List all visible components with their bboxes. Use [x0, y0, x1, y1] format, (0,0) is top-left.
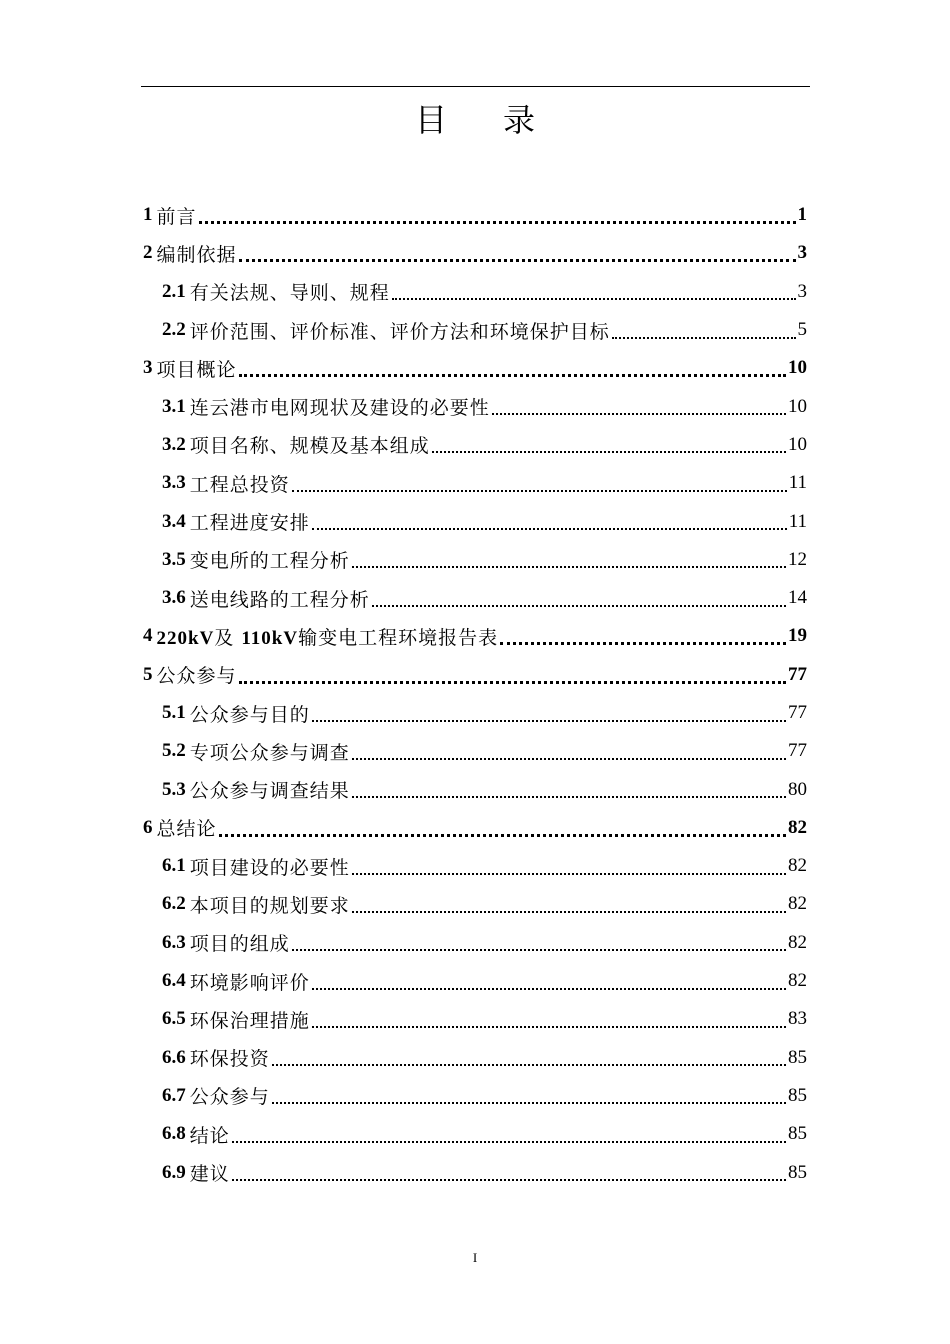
- toc-entry-label: 公众参与: [189, 1086, 270, 1109]
- toc-entry[interactable]: [143, 502, 807, 540]
- toc-entry-page: 10: [788, 433, 807, 455]
- toc-entry-label: 前言: [156, 205, 197, 228]
- toc-leader-dots: [272, 1045, 786, 1066]
- toc-entry[interactable]: [143, 770, 807, 808]
- toc-leader-dots: [392, 279, 796, 300]
- toc-entry-page: 82: [788, 893, 807, 915]
- toc-entry-number: 2.2: [162, 319, 186, 341]
- toc-leader-dots: [500, 623, 786, 645]
- toc-entry-number: 3.2: [162, 433, 186, 455]
- toc-entry-label: 本项目的规划要求: [189, 894, 350, 917]
- toc-entry[interactable]: [143, 273, 807, 311]
- toc-entry-label: [157, 623, 499, 650]
- page-number: I: [472, 1250, 478, 1265]
- toc-leader-dots: [612, 318, 796, 339]
- toc-entry-label: 项目的组成: [189, 933, 290, 956]
- toc-entry-label: 结论: [189, 1124, 230, 1147]
- toc-leader-dots: [272, 1083, 786, 1104]
- toc-leader-dots: [492, 394, 786, 415]
- toc-entry-label: 项目名称、规模及基本组成: [189, 435, 430, 458]
- toc-entry[interactable]: [143, 1153, 807, 1191]
- toc-entry-number: 5: [143, 663, 153, 685]
- toc-entry-page: 83: [788, 1008, 807, 1030]
- page-title: [0, 100, 950, 140]
- toc-entry-label-voltage-1: 220kV: [156, 627, 215, 649]
- toc-entry[interactable]: [143, 311, 807, 349]
- toc-entry[interactable]: [143, 656, 807, 694]
- toc-entry[interactable]: [143, 387, 807, 425]
- toc-leader-dots: [312, 509, 787, 530]
- toc-leader-dots: [232, 1160, 786, 1181]
- toc-entry-number: 6.5: [162, 1008, 186, 1030]
- toc-entry-number: 2: [143, 242, 153, 264]
- toc-entry-page: 85: [788, 1161, 807, 1183]
- toc-entry-page: 5: [797, 319, 807, 341]
- toc-leader-dots: [239, 662, 786, 684]
- toc-entry-label: 项目概论: [156, 358, 237, 381]
- toc-entry-number: 6: [143, 816, 153, 838]
- header-rule: [141, 86, 810, 87]
- toc-entry-page: 77: [788, 740, 807, 762]
- toc-leader-dots: [372, 586, 786, 607]
- toc-entry-page: 82: [788, 855, 807, 877]
- toc-entry-page: 82: [788, 970, 807, 992]
- toc-entry[interactable]: [143, 1039, 807, 1077]
- toc-entry-page: 3: [797, 280, 807, 302]
- toc-entry-number: 3.6: [162, 587, 186, 609]
- toc-entry-number: 3.3: [162, 472, 186, 494]
- toc-entry-number: 3.1: [162, 395, 186, 417]
- toc-entry[interactable]: [143, 1115, 807, 1153]
- toc-leader-dots: [292, 471, 787, 492]
- toc-entry-number: 6.8: [162, 1123, 186, 1145]
- toc-entry-page: 11: [788, 472, 807, 494]
- toc-entry[interactable]: [143, 426, 807, 464]
- toc-leader-dots: [352, 854, 786, 875]
- toc-entry-number: 2.1: [162, 280, 186, 302]
- toc-leader-dots: [352, 777, 786, 798]
- toc-entry-number: 6.1: [162, 855, 186, 877]
- toc-entry-page: 82: [788, 931, 807, 953]
- toc-entry-page: 10: [788, 395, 807, 417]
- toc-entry-label-voltage-2: 110kV: [241, 627, 299, 649]
- toc-leader-dots: [199, 202, 796, 224]
- toc-entry-page: 85: [788, 1046, 807, 1068]
- toc-entry-label-conj: 及: [214, 626, 235, 649]
- toc-leader-dots: [352, 739, 786, 760]
- toc-entry-number: 5.1: [162, 702, 186, 723]
- toc-entry-label: 环境影响评价: [189, 971, 310, 994]
- toc-entry[interactable]: [143, 617, 807, 655]
- toc-entry-label: 公众参与: [156, 665, 237, 688]
- toc-entry-page: 1: [797, 204, 807, 226]
- toc-entry-number: 3.5: [162, 548, 186, 570]
- toc-entry-page: 3: [797, 242, 807, 264]
- toc-entry-number: 4: [143, 625, 153, 647]
- toc-entry-label: 建议: [189, 1163, 230, 1186]
- toc-entry-number: 6.4: [162, 970, 186, 992]
- toc-entry-label: 有关法规、导则、规程: [189, 282, 390, 305]
- toc-entry-label: 编制依据: [156, 243, 237, 266]
- toc-entry-number: 1: [143, 204, 153, 226]
- toc-entry-label-rest: 输变电工程环境报告表: [298, 626, 499, 649]
- toc-entry-label: 变电所的工程分析: [189, 550, 350, 573]
- toc-entry-page: 85: [788, 1084, 807, 1106]
- toc-entry[interactable]: [143, 1000, 807, 1038]
- toc-entry[interactable]: [143, 579, 807, 617]
- toc-entry-label: 送电线路的工程分析: [189, 588, 370, 611]
- toc-leader-dots: [352, 892, 786, 913]
- toc-entry-page: 12: [788, 548, 807, 570]
- toc-entry-label: 公众参与目的: [189, 703, 310, 726]
- toc-entry-number: 3: [143, 357, 153, 379]
- table-of-contents: [143, 196, 807, 1192]
- toc-leader-dots: [219, 815, 786, 837]
- toc-entry-label: 工程总投资: [189, 473, 290, 496]
- toc-entry-number: 6.7: [162, 1084, 186, 1106]
- toc-entry-page: 19: [788, 625, 807, 647]
- toc-leader-dots: [312, 701, 786, 722]
- toc-entry-number: 5.2: [162, 740, 186, 762]
- title-char-2: 录: [503, 101, 536, 139]
- toc-entry-page: 82: [788, 816, 807, 838]
- toc-entry-label: 项目建设的必要性: [189, 856, 350, 879]
- toc-entry[interactable]: [143, 234, 807, 272]
- toc-entry-number: 6.9: [162, 1161, 186, 1183]
- toc-entry[interactable]: [143, 349, 807, 387]
- toc-entry-number: 5.3: [162, 778, 186, 800]
- toc-entry-label: 环保投资: [189, 1048, 270, 1071]
- toc-leader-dots: [239, 355, 786, 377]
- toc-entry[interactable]: [143, 885, 807, 923]
- toc-entry-label: 连云港市电网现状及建设的必要性: [189, 397, 490, 420]
- toc-leader-dots: [232, 1122, 786, 1143]
- toc-entry[interactable]: [143, 962, 807, 1000]
- toc-entry-label: 总结论: [156, 818, 217, 841]
- toc-entry-page: 80: [788, 778, 807, 800]
- toc-entry[interactable]: [143, 924, 807, 962]
- toc-entry[interactable]: [143, 196, 807, 234]
- toc-entry-number: 6.2: [162, 893, 186, 915]
- toc-entry[interactable]: [143, 809, 807, 847]
- title-char-1: 目: [414, 101, 447, 139]
- toc-entry-page: 77: [788, 702, 807, 723]
- toc-entry-label: 工程进度安排: [189, 512, 310, 535]
- toc-entry[interactable]: [143, 847, 807, 885]
- toc-entry-label: 专项公众参与调查: [189, 741, 350, 764]
- toc-leader-dots: [312, 969, 786, 990]
- toc-entry-number: 6.6: [162, 1046, 186, 1068]
- toc-entry-page: 10: [788, 357, 807, 379]
- toc-entry[interactable]: [143, 541, 807, 579]
- toc-entry-label: 评价范围、评价标准、评价方法和环境保护目标: [189, 320, 610, 343]
- toc-entry-label: 环保治理措施: [189, 1009, 310, 1032]
- toc-entry-number: 3.4: [162, 510, 186, 532]
- toc-entry[interactable]: [143, 1077, 807, 1115]
- toc-entry-label: 公众参与调查结果: [189, 780, 350, 803]
- toc-leader-dots: [292, 930, 786, 951]
- toc-entry-number: 6.3: [162, 931, 186, 953]
- toc-entry-page: 85: [788, 1123, 807, 1145]
- toc-entry[interactable]: [143, 732, 807, 770]
- toc-leader-dots: [239, 240, 796, 262]
- toc-entry-page: 11: [788, 510, 807, 532]
- toc-entry[interactable]: [143, 464, 807, 502]
- toc-entry[interactable]: [143, 694, 807, 732]
- toc-leader-dots: [312, 1007, 786, 1028]
- toc-entry-page: 77: [788, 663, 807, 685]
- toc-entry-page: 14: [788, 587, 807, 609]
- toc-leader-dots: [432, 432, 786, 453]
- toc-leader-dots: [352, 547, 786, 568]
